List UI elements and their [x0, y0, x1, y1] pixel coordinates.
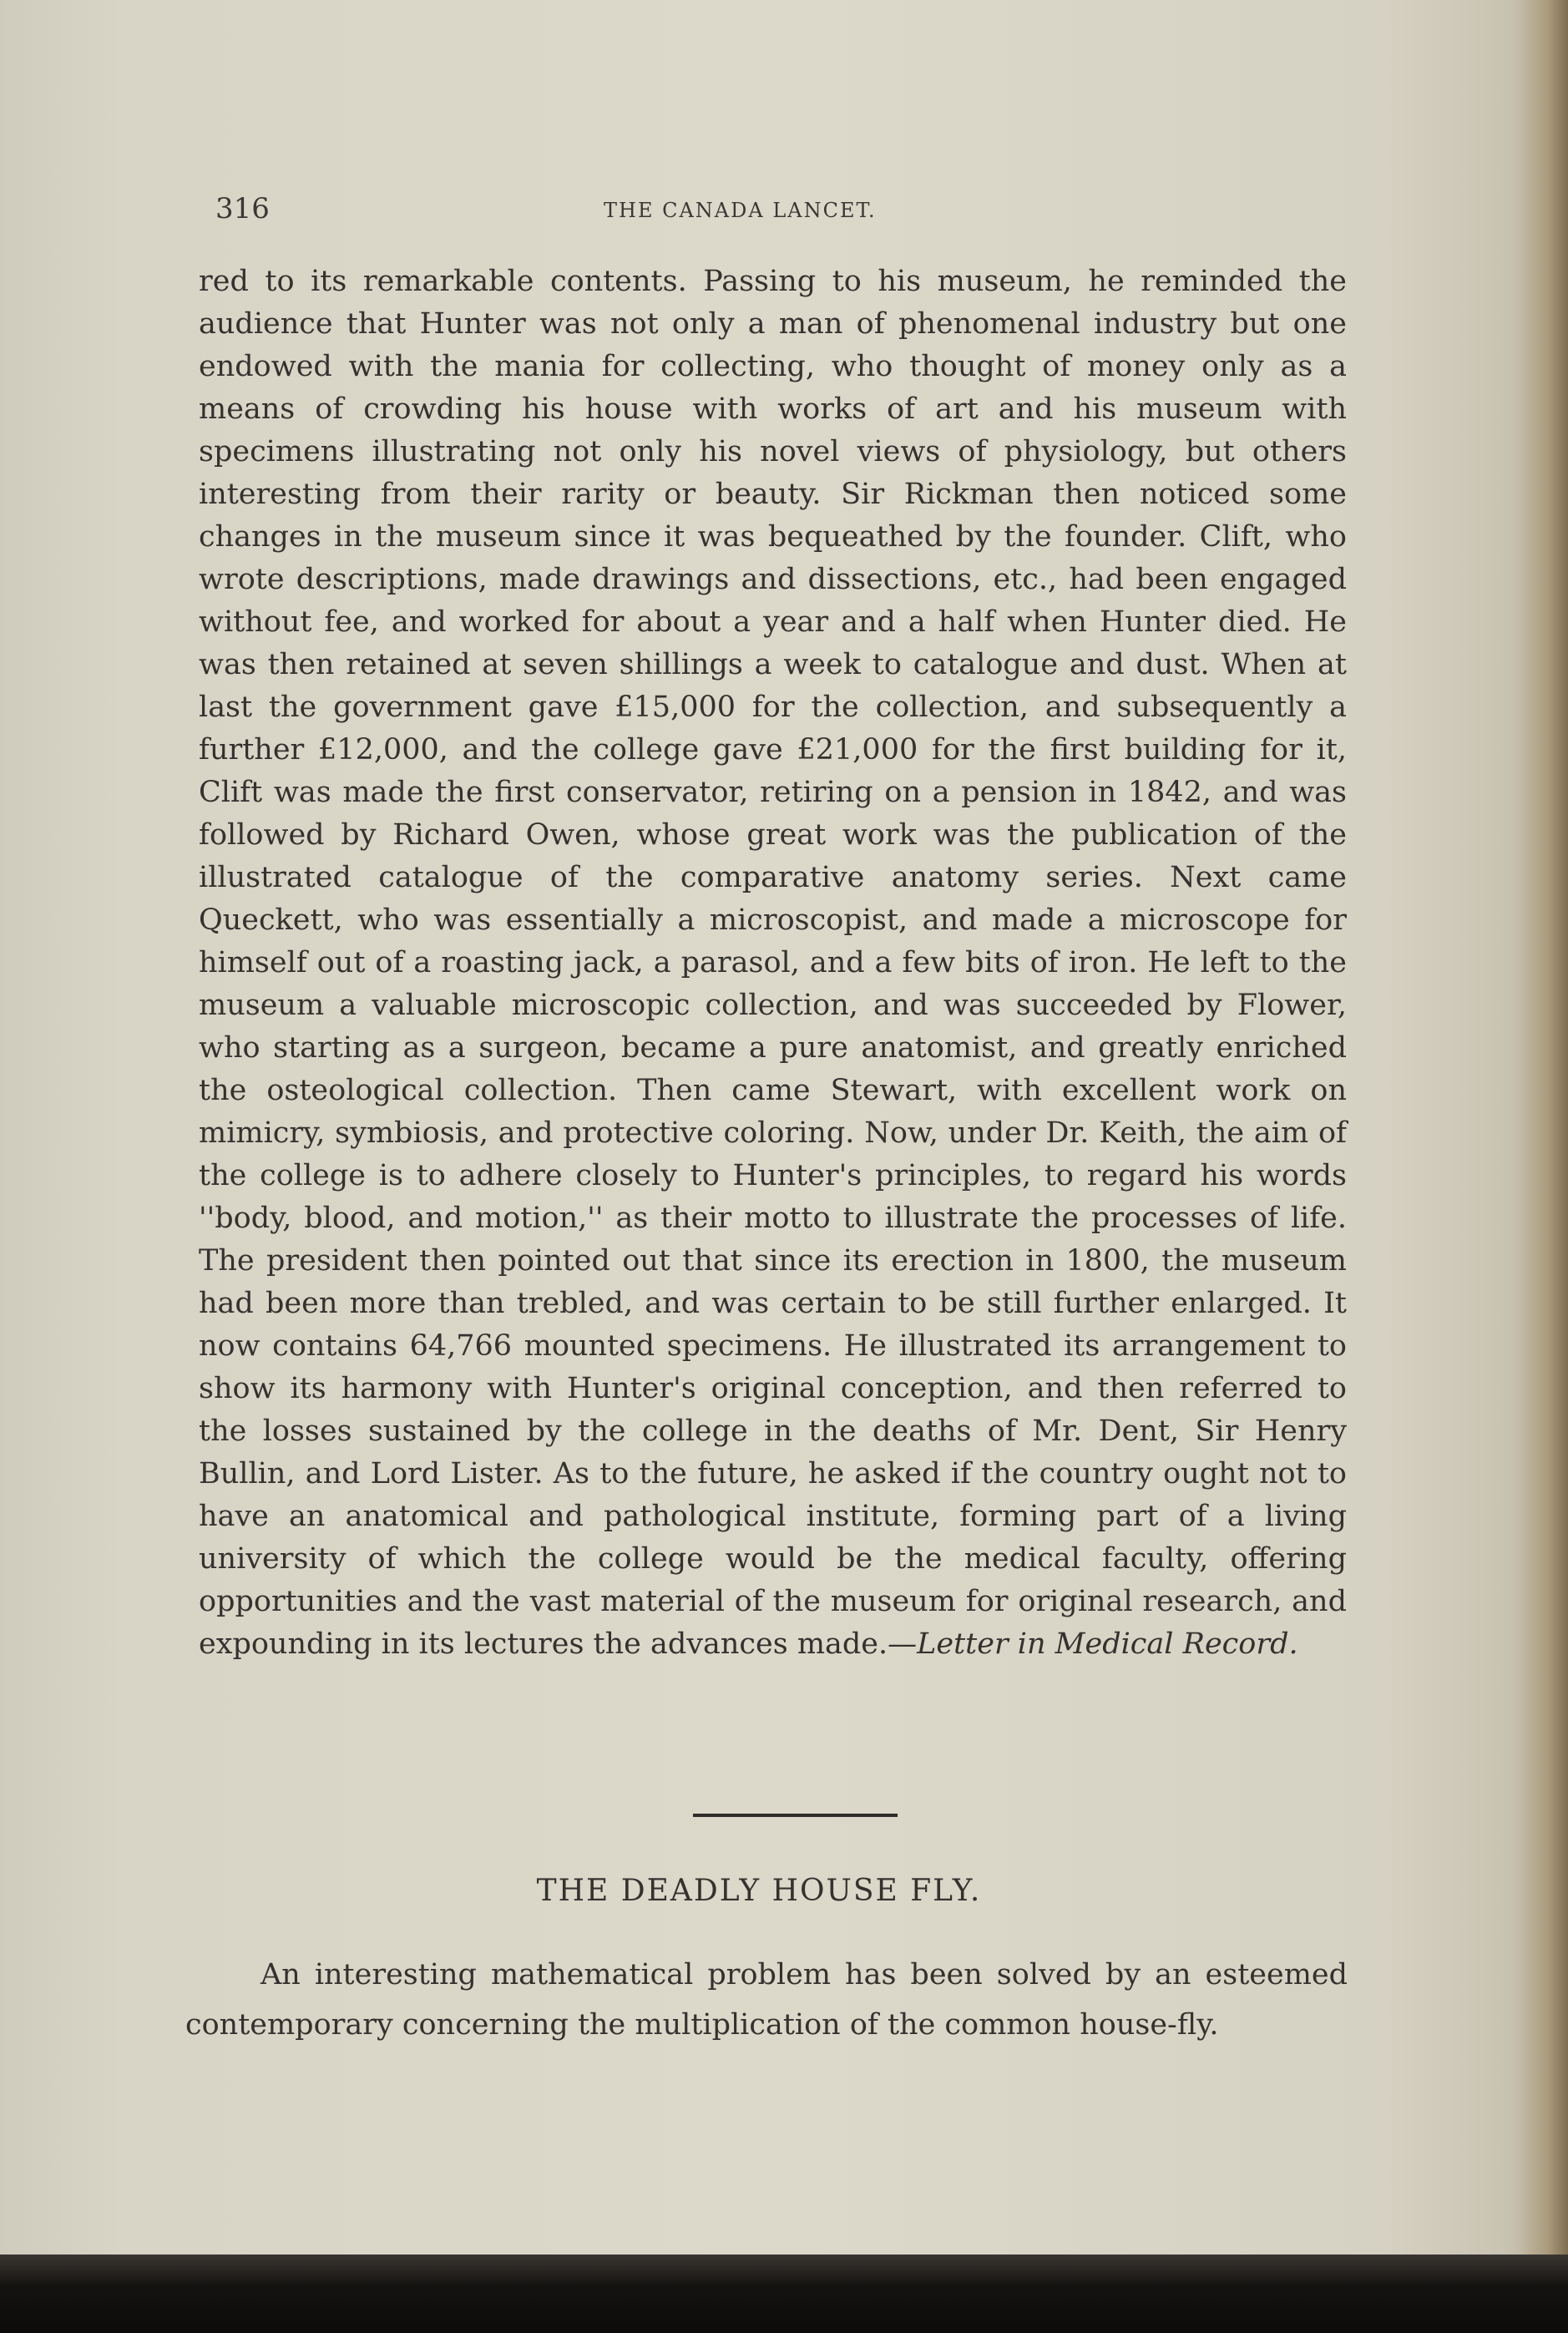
article-source: —Letter in Medical Record.: [888, 1627, 1298, 1661]
article-text: red to its remarkable contents. Passing to his museum, he reminded the audience that Hunter was not only a man of phenomenal industry but one endowed with the mania for collecting, who thought of money only as a means of crowding his house with works of art and his museum with specimens illustrating not only his novel views of physiology, but others interesting from their rarity or beauty. Sir Rickman then noticed some changes in the museum since it was bequeathed by the founder. Clift, who wrote descriptions, made drawings and dissections, etc., had been engaged without fee, and worked for about a year and a half when Hunter died. He was then retained at seven shillings a week to catalogue and dust. When at last the government gave £15,000 for the collection, and subsequently a further £12,000, and the college gave £21,000 for the first building for it, Clift was made the first conservator, retiring on a pension in 1842, and was followed by Richard Owen, whose great work was the publication of the illustrated catalogue of the comparative anatomy series. Next came Queckett, who was essentially a microscopist, and made a microscope for himself out of a roasting jack, a parasol, and a few bits of iron. He left to the museum a valuable microscopic collection, and was succeeded by Flower, who starting as a surgeon, became a pure anatomist, and greatly enriched the osteological collection. Then came Stewart, with excellent work on mimicry, symbiosis, and protective coloring. Now, under Dr. Keith, the aim of the college is to adhere closely to Hunter's principles, to regard his words ''body, blood, and motion,'' as their motto to illustrate the processes of life. The president then pointed out that since its erection in 1800, the museum had been more than trebled, and was certain to be still further enlarged. It now contains 64,766 mounted specimens. He illustrated its arrangement to show its harmony with Hunter's original conception, and then referred to the losses sustained by the college in the deaths of Mr. Dent, Sir Henry Bullin, and Lord Lister. As to the future, he asked if the country ought not to have an anatomical and pathological institute, forming part of a living university of which the college would be the medical faculty, offering opportunities and the vast material of the museum for original research, and expounding in its lectures the advances made.: [199, 265, 1347, 1661]
scan-background: [0, 2255, 1568, 2333]
section-title: THE DEADLY HOUSE FLY.: [536, 1874, 982, 1908]
running-head: THE CANADA LANCET.: [604, 199, 877, 222]
section-paragraph: An interesting mathematical problem has been solved by an esteemed contemporary concerning the multiplication of the common house-fly.: [185, 1958, 1348, 2042]
page-header: [215, 192, 1351, 234]
page-edge-shadow: [1518, 0, 1568, 2255]
page-number: 316: [215, 192, 270, 225]
section-divider: [693, 1814, 898, 1817]
article-paragraph: [199, 261, 1347, 1666]
